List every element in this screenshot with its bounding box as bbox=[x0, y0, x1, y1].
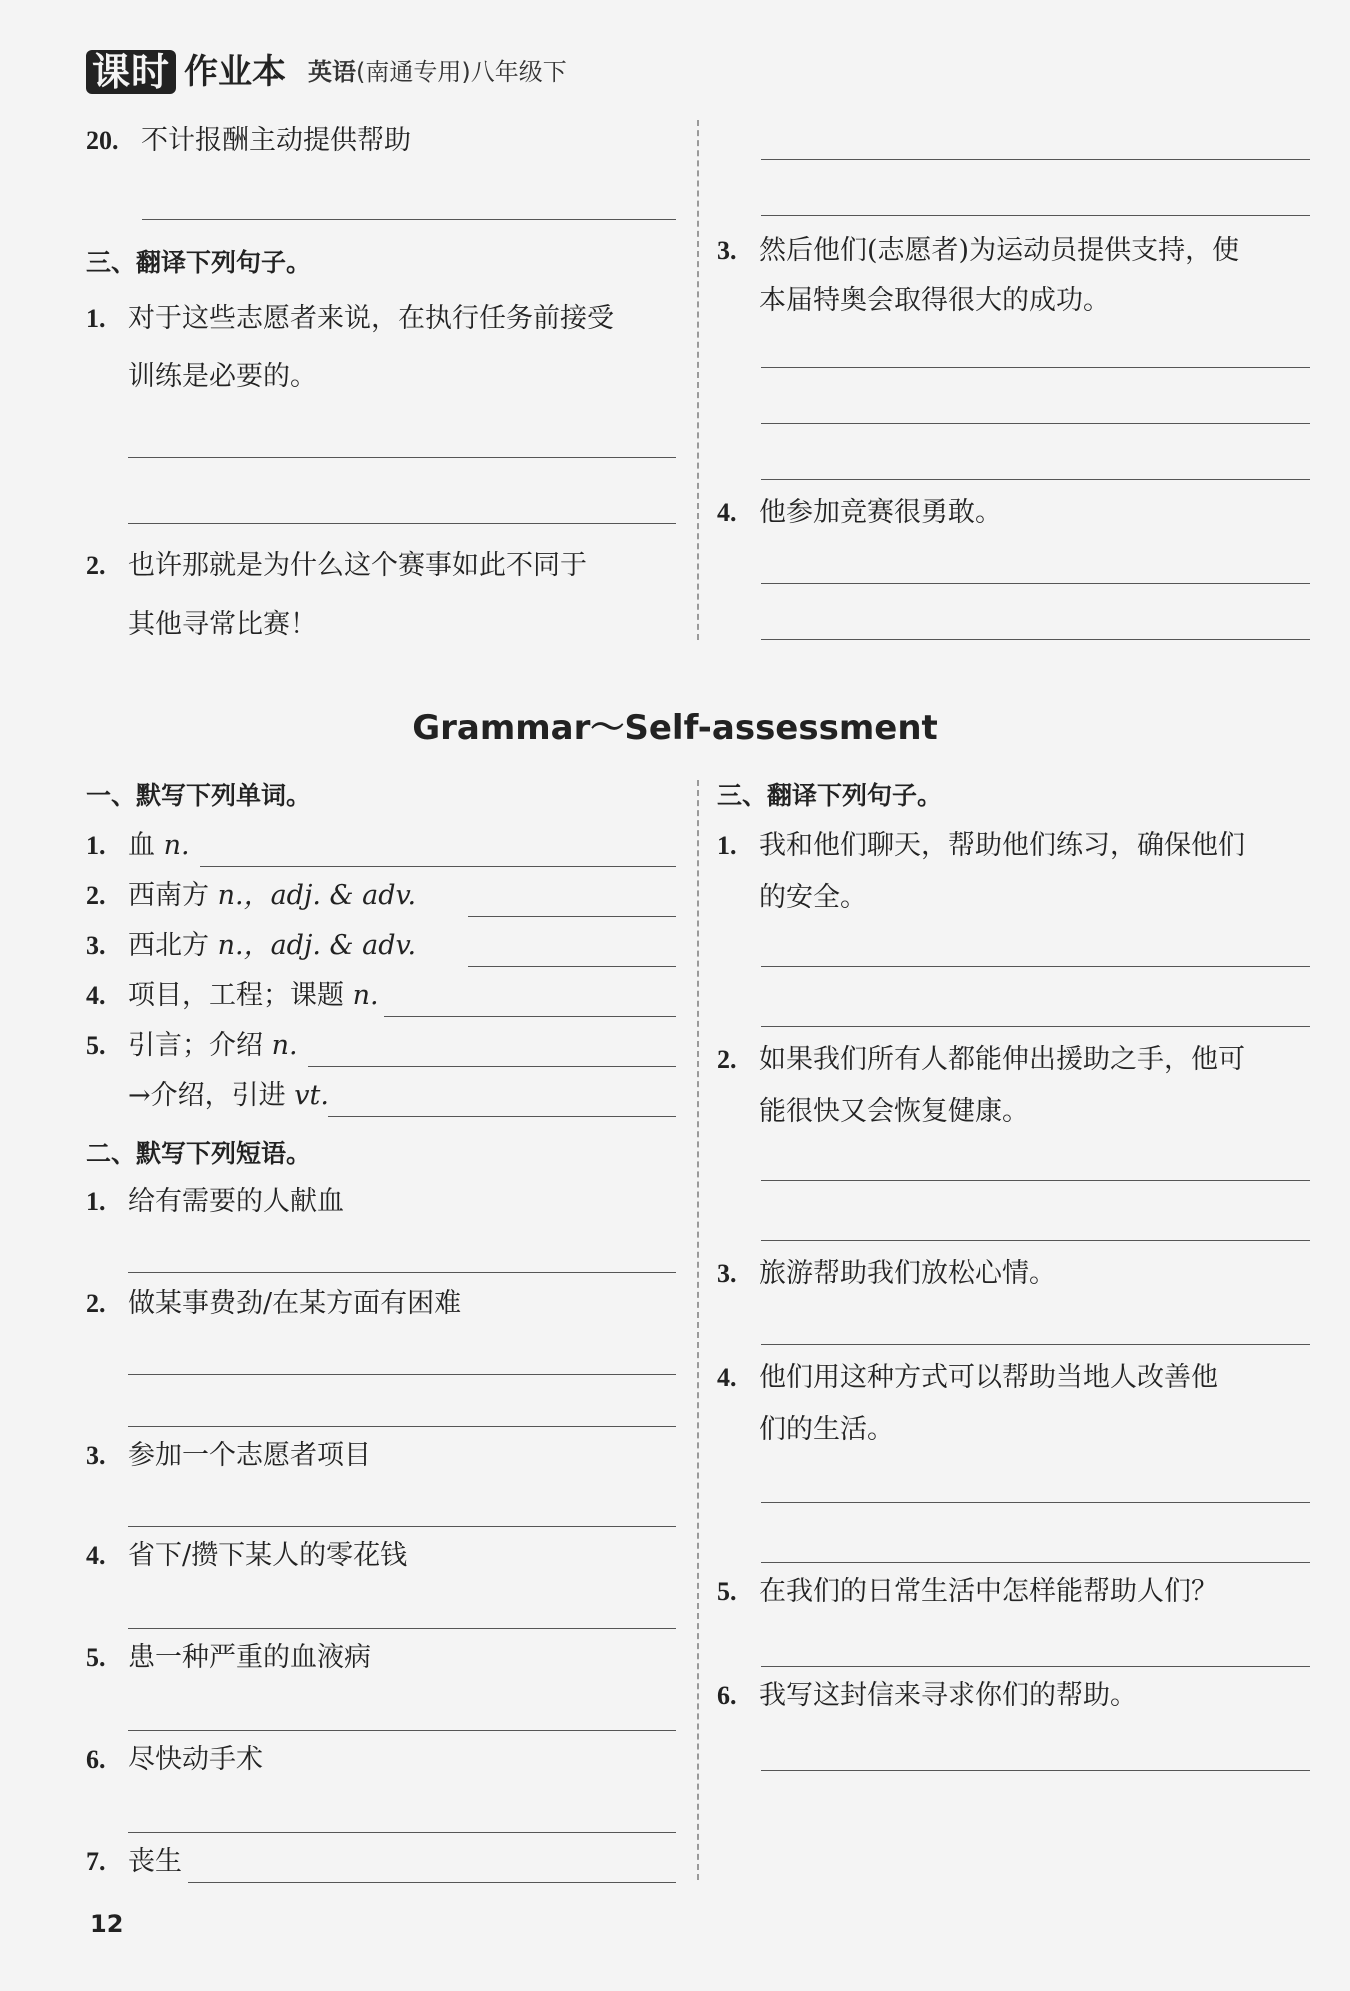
page-number: 12 bbox=[90, 1910, 124, 1938]
answer-line[interactable] bbox=[188, 1882, 676, 1883]
grade: 八年级下 bbox=[470, 58, 567, 86]
item-number: 1. bbox=[86, 831, 106, 860]
answer-line[interactable] bbox=[761, 1502, 1310, 1503]
item-text: 然后他们(志愿者)为运动员提供支持，使 bbox=[759, 235, 1240, 266]
answer-line[interactable] bbox=[761, 1770, 1310, 1771]
item-number: 5. bbox=[86, 1643, 106, 1672]
answer-line[interactable] bbox=[761, 215, 1310, 216]
answer-line[interactable] bbox=[128, 1526, 676, 1527]
item-number: 5. bbox=[86, 1031, 106, 1060]
sentence-item-4 bbox=[717, 1352, 1218, 1404]
answer-line[interactable] bbox=[128, 1426, 676, 1427]
item-text: 他参加竞赛很勇敢。 bbox=[759, 497, 1002, 528]
answer-line[interactable] bbox=[761, 1344, 1310, 1345]
answer-line[interactable] bbox=[761, 966, 1310, 967]
word-item-5 bbox=[86, 1020, 298, 1072]
item-text-cont: 们的生活。 bbox=[759, 1414, 894, 1445]
answer-line[interactable] bbox=[128, 1628, 676, 1629]
answer-line[interactable] bbox=[761, 1240, 1310, 1241]
word-item-5-derived bbox=[128, 1070, 329, 1122]
item-number: 6. bbox=[86, 1745, 106, 1774]
word-cn: 引言；介绍 bbox=[128, 1030, 263, 1061]
item-text: 丧生 bbox=[128, 1846, 182, 1877]
word-pos: n.，adj. & adv. bbox=[217, 880, 417, 911]
answer-line[interactable] bbox=[128, 1374, 676, 1375]
phrase-item-1 bbox=[86, 1176, 344, 1228]
sentence-item-2 bbox=[86, 540, 587, 592]
brand-logo: 课时 bbox=[86, 50, 176, 94]
word-cn: 血 bbox=[128, 830, 155, 861]
item-text: 我和他们聊天，帮助他们练习，确保他们 bbox=[759, 830, 1245, 861]
item-text: 做某事费劲/在某方面有困难 bbox=[128, 1288, 462, 1319]
answer-line[interactable] bbox=[761, 1180, 1310, 1181]
answer-line[interactable] bbox=[468, 966, 676, 967]
item-text: 也许那就是为什么这个赛事如此不同于 bbox=[128, 550, 587, 581]
edition: (南通专用) bbox=[356, 58, 471, 86]
answer-line[interactable] bbox=[761, 479, 1310, 480]
phrase-item-4 bbox=[86, 1530, 407, 1582]
item-number: 2. bbox=[717, 1045, 737, 1074]
answer-line[interactable] bbox=[128, 457, 676, 458]
item-number: 1. bbox=[86, 304, 106, 333]
phrase-item-3 bbox=[86, 1430, 371, 1482]
item-number: 1. bbox=[717, 831, 737, 860]
item-text: 我写这封信来寻求你们的帮助。 bbox=[759, 1680, 1137, 1711]
phrase-item-2 bbox=[86, 1278, 461, 1330]
answer-line[interactable] bbox=[761, 423, 1310, 424]
word-cn: →介绍，引进 bbox=[128, 1080, 286, 1111]
item-number: 3. bbox=[717, 236, 737, 265]
bottom-right-column bbox=[717, 772, 1310, 1792]
item-text: 给有需要的人献血 bbox=[128, 1186, 344, 1217]
answer-line[interactable] bbox=[328, 1116, 676, 1117]
item-text-cont: 的安全。 bbox=[759, 882, 867, 913]
sentence-item-2 bbox=[717, 1034, 1245, 1086]
word-cn: 西北方 bbox=[128, 930, 209, 961]
section-title: 三、翻译下列句子。 bbox=[86, 248, 312, 277]
item-number: 4. bbox=[86, 981, 106, 1010]
item-text: 尽快动手术 bbox=[128, 1744, 263, 1775]
sentence-item-3 bbox=[717, 1248, 1056, 1300]
sentence-item-5 bbox=[717, 1566, 1218, 1618]
item-text-cont: 能很快又会恢复健康。 bbox=[759, 1096, 1029, 1127]
bottom-left-column bbox=[86, 772, 676, 1892]
answer-line[interactable] bbox=[761, 159, 1310, 160]
answer-line[interactable] bbox=[200, 866, 676, 867]
answer-line[interactable] bbox=[128, 1730, 676, 1731]
word-pos: n.，adj. & adv. bbox=[217, 930, 417, 961]
answer-line[interactable] bbox=[761, 1562, 1310, 1563]
answer-line[interactable] bbox=[384, 1016, 676, 1017]
item-text: 如果我们所有人都能伸出援助之手，他可 bbox=[759, 1044, 1245, 1075]
item-text: 患一种严重的血液病 bbox=[128, 1642, 371, 1673]
item-text: 旅游帮助我们放松心情。 bbox=[759, 1258, 1056, 1289]
brand-title: 作业本 bbox=[184, 52, 287, 92]
section-title-words: 一、默写下列单词。 bbox=[86, 781, 312, 810]
column-divider bbox=[697, 780, 699, 1880]
answer-line[interactable] bbox=[761, 367, 1310, 368]
phrase-item-20 bbox=[86, 115, 411, 167]
answer-line[interactable] bbox=[761, 583, 1310, 584]
sentence-item-3 bbox=[717, 225, 1239, 277]
item-number: 5. bbox=[717, 1577, 737, 1606]
item-text-cont: 训练是必要的。 bbox=[128, 361, 317, 392]
word-pos: vt. bbox=[294, 1080, 329, 1111]
top-right-column bbox=[717, 115, 1310, 645]
item-number: 7. bbox=[86, 1847, 106, 1876]
sentence-item-6 bbox=[717, 1670, 1137, 1722]
section-title-phrases: 二、默写下列短语。 bbox=[86, 1139, 312, 1168]
answer-line[interactable] bbox=[761, 1026, 1310, 1027]
item-number: 3. bbox=[717, 1259, 737, 1288]
word-pos: n. bbox=[163, 830, 190, 861]
answer-line[interactable] bbox=[468, 916, 676, 917]
word-item-2 bbox=[86, 870, 416, 922]
subject-name: 英语 bbox=[308, 58, 357, 86]
item-number: 20. bbox=[86, 126, 119, 155]
item-number: 4. bbox=[717, 1363, 737, 1392]
phrase-item-7 bbox=[86, 1836, 182, 1888]
answer-line[interactable] bbox=[142, 219, 676, 220]
phrase-item-6 bbox=[86, 1734, 263, 1786]
word-item-4 bbox=[86, 970, 379, 1022]
item-number: 1. bbox=[86, 1187, 106, 1216]
section-title-sentences: 三、翻译下列句子。 bbox=[717, 781, 943, 810]
word-cn: 西南方 bbox=[128, 880, 209, 911]
item-number: 4. bbox=[717, 498, 737, 527]
word-cn: 项目，工程；课题 bbox=[128, 980, 344, 1011]
sentence-item-1 bbox=[717, 820, 1245, 872]
item-number: 3. bbox=[86, 931, 106, 960]
item-text: 他们用这种方式可以帮助当地人改善他 bbox=[759, 1362, 1218, 1393]
item-text: 省下/攒下某人的零花钱 bbox=[128, 1540, 408, 1571]
sentence-item-1 bbox=[86, 293, 614, 345]
word-item-1 bbox=[86, 820, 190, 872]
sentence-item-4 bbox=[717, 487, 1002, 539]
answer-line[interactable] bbox=[761, 1666, 1310, 1667]
item-number: 2. bbox=[86, 881, 106, 910]
column-divider bbox=[697, 120, 699, 640]
word-pos: n. bbox=[271, 1030, 298, 1061]
answer-line[interactable] bbox=[308, 1066, 676, 1067]
answer-line[interactable] bbox=[128, 523, 676, 524]
item-text-cont: 本届特奥会取得很大的成功。 bbox=[759, 285, 1110, 316]
answer-line[interactable] bbox=[128, 1272, 676, 1273]
unit-section-title: Grammar～Self-assessment bbox=[412, 708, 938, 748]
item-number: 6. bbox=[717, 1681, 737, 1710]
item-text-cont: 其他寻常比赛！ bbox=[128, 609, 317, 640]
page-header bbox=[86, 50, 567, 94]
answer-line[interactable] bbox=[761, 639, 1310, 640]
item-text: 不计报酬主动提供帮助 bbox=[141, 125, 411, 156]
word-item-3 bbox=[86, 920, 416, 972]
item-number: 2. bbox=[86, 551, 106, 580]
top-left-column bbox=[86, 115, 676, 640]
phrase-item-5 bbox=[86, 1632, 371, 1684]
item-text: 参加一个志愿者项目 bbox=[128, 1440, 371, 1471]
answer-line[interactable] bbox=[128, 1832, 676, 1833]
item-number: 4. bbox=[86, 1541, 106, 1570]
item-text: 对于这些志愿者来说，在执行任务前接受 bbox=[128, 303, 614, 334]
item-number: 2. bbox=[86, 1289, 106, 1318]
subject-info bbox=[308, 50, 567, 94]
item-number: 3. bbox=[86, 1441, 106, 1470]
item-text: 在我们的日常生活中怎样能帮助人们？ bbox=[759, 1576, 1218, 1607]
word-pos: n. bbox=[352, 980, 379, 1011]
